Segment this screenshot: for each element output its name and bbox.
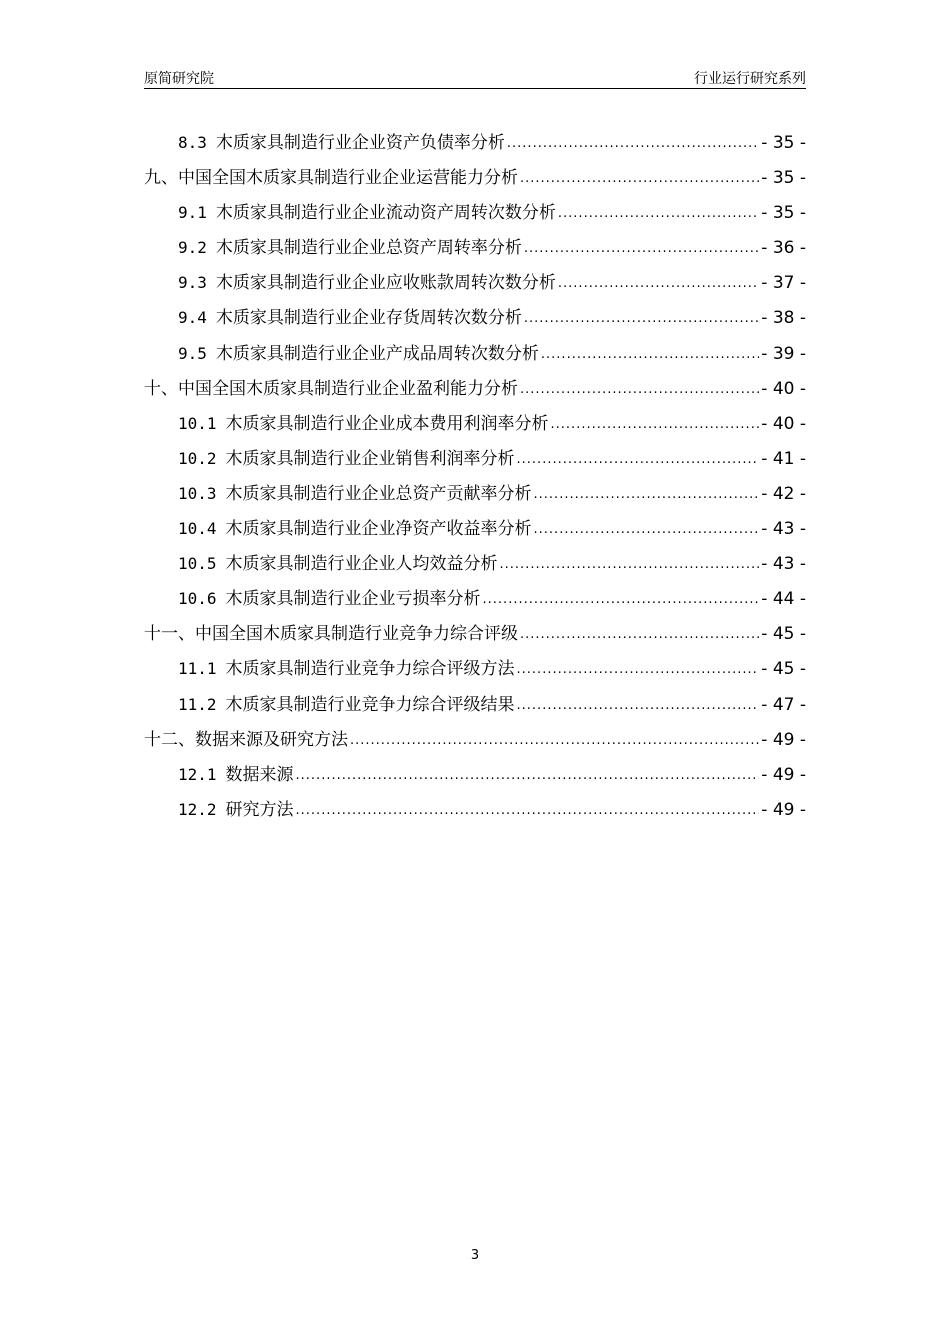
toc-entry-title [178,584,481,609]
toc-leader-dots [296,803,760,818]
toc-entry-number: 8.3 [178,133,207,152]
toc-entry-number: 12.2 [178,799,217,819]
header-series-title: 行业运行研究系列 [694,71,806,87]
toc-leader-dots [350,733,759,748]
toc-entry-title [178,760,294,785]
toc-entry-page: - 40 - [761,378,806,399]
toc-leader-dots [541,347,759,362]
toc-entry-number: 10.2 [178,448,217,468]
toc-entry-number: 10.5 [178,554,217,574]
toc-entry-text: 木质家具制造行业竞争力综合评级结果 [225,694,515,715]
toc-entry-title [178,479,532,504]
toc-entry-text: 木质家具制造行业企业资产负债率分析 [215,133,505,153]
toc-entry-title [178,128,505,153]
toc-entry-title [178,549,498,574]
toc-entry[interactable] [144,549,806,584]
toc-leader-dots [520,171,759,186]
toc-entry[interactable] [144,163,806,198]
toc-entry-page: - 39 - [761,343,806,364]
toc-entry-text: 木质家具制造行业企业亏损率分析 [225,589,481,610]
toc-entry-text: 木质家具制造行业企业流动资产周转次数分析 [215,203,556,224]
toc-leader-dots [524,241,759,256]
toc-entry-title [144,725,348,750]
toc-entry-number: 9.5 [178,343,207,363]
toc-entry-page: - 35 - [761,133,806,153]
toc-entry[interactable] [144,128,806,163]
toc-entry-page: - 35 - [761,203,806,224]
toc-leader-dots [520,382,759,397]
toc-entry-text: 木质家具制造行业企业产成品周转次数分析 [215,343,539,364]
toc-entry-number: 12.1 [178,764,217,784]
toc-entry-text: 十二、数据来源及研究方法 [144,729,348,750]
toc-entry-page: - 45 - [761,659,806,680]
toc-entry[interactable] [144,584,806,619]
toc-entry-page: - 40 - [761,413,806,434]
page-header [144,66,806,89]
toc-entry-page: - 38 - [761,308,806,329]
toc-entry-text: 木质家具制造行业企业人均效益分析 [225,554,498,575]
toc-entry-page: - 36 - [761,238,806,259]
toc-entry-title [178,690,515,715]
toc-entry[interactable] [144,374,806,409]
toc-entry-text: 木质家具制造行业企业总资产贡献率分析 [225,483,532,504]
toc-entry[interactable] [144,303,806,338]
toc-entry-title [178,795,294,820]
toc-entry-page: - 44 - [761,589,806,610]
toc-entry[interactable] [144,339,806,374]
toc-entry-number: 9.4 [178,308,207,328]
toc-leader-dots [517,452,760,467]
toc-entry-page: - 45 - [761,624,806,645]
toc-entry[interactable] [144,268,806,303]
toc-leader-dots [500,557,760,572]
toc-entry-title [178,409,549,434]
toc-entry-page: - 37 - [761,273,806,294]
toc-entry-number: 10.4 [178,519,217,539]
toc-entry-text: 木质家具制造行业企业存货周转次数分析 [215,308,522,329]
toc-entry-text: 木质家具制造行业竞争力综合评级方法 [225,659,515,680]
toc-entry-number: 10.6 [178,589,217,609]
toc-entry-title [178,198,556,223]
toc-entry-text: 木质家具制造行业企业销售利润率分析 [225,448,515,469]
header-organization: 原简研究院 [144,71,214,87]
toc-entry-number: 10.3 [178,483,217,503]
toc-entry-text: 九、中国全国木质家具制造行业企业运营能力分析 [144,168,518,189]
toc-leader-dots [534,487,760,502]
toc-entry[interactable] [144,690,806,725]
toc-entry[interactable] [144,654,806,689]
toc-entry-page: - 43 - [761,554,806,575]
toc-entry-text: 十一、中国全国木质家具制造行业竞争力综合评级 [144,624,518,645]
toc-entry-page: - 43 - [761,519,806,540]
toc-entry-page: - 41 - [761,448,806,469]
toc-leader-dots [517,662,760,677]
toc-entry-title [178,444,515,469]
toc-entry-text: 研究方法 [225,799,294,820]
toc-entry-title [144,619,518,644]
toc-entry[interactable] [144,725,806,760]
toc-entry-number: 11.1 [178,659,217,679]
toc-entry-text: 木质家具制造行业企业成本费用利润率分析 [225,413,549,434]
toc-entry-page: - 35 - [761,168,806,189]
toc-entry[interactable] [144,619,806,654]
toc-entry[interactable] [144,514,806,549]
toc-entry[interactable] [144,444,806,479]
toc-leader-dots [483,592,760,607]
toc-entry-title [178,514,532,539]
toc-entry[interactable] [144,479,806,514]
toc-entry-page: - 49 - [761,764,806,785]
toc-entry-number: 10.1 [178,413,217,433]
toc-entry-text: 木质家具制造行业企业应收账款周转次数分析 [215,273,556,294]
toc-entry[interactable] [144,233,806,268]
toc-entry-title [178,339,539,364]
toc-entry-number: 11.2 [178,694,217,714]
toc-entry[interactable] [144,760,806,795]
toc-entry-number: 9.3 [178,273,207,293]
toc-leader-dots [558,206,759,221]
toc-entry[interactable] [144,795,806,830]
toc-entry-number: 9.1 [178,203,207,223]
toc-entry-title [178,268,556,293]
toc-leader-dots [520,627,759,642]
toc-leader-dots [507,136,759,151]
toc-entry-title [178,654,515,679]
table-of-contents [144,128,806,830]
page-number: 3 [470,1248,480,1263]
toc-leader-dots [558,276,759,291]
toc-leader-dots [524,311,759,326]
toc-entry-number: 9.2 [178,238,207,258]
toc-entry-title [144,374,518,399]
toc-entry[interactable] [144,198,806,233]
toc-entry-text: 数据来源 [225,764,294,785]
toc-entry-page: - 42 - [761,483,806,504]
toc-entry-title [178,233,522,258]
toc-leader-dots [534,522,760,537]
toc-entry-text: 十、中国全国木质家具制造行业企业盈利能力分析 [144,378,518,399]
toc-entry[interactable] [144,409,806,444]
toc-leader-dots [296,768,760,783]
toc-entry-title [178,303,522,328]
toc-leader-dots [517,698,760,713]
toc-entry-page: - 49 - [761,799,806,820]
toc-leader-dots [551,417,760,432]
toc-entry-text: 木质家具制造行业企业总资产周转率分析 [215,238,522,259]
toc-entry-text: 木质家具制造行业企业净资产收益率分析 [225,519,532,540]
toc-entry-title [144,163,518,188]
toc-entry-page: - 47 - [761,694,806,715]
toc-entry-page: - 49 - [761,729,806,750]
